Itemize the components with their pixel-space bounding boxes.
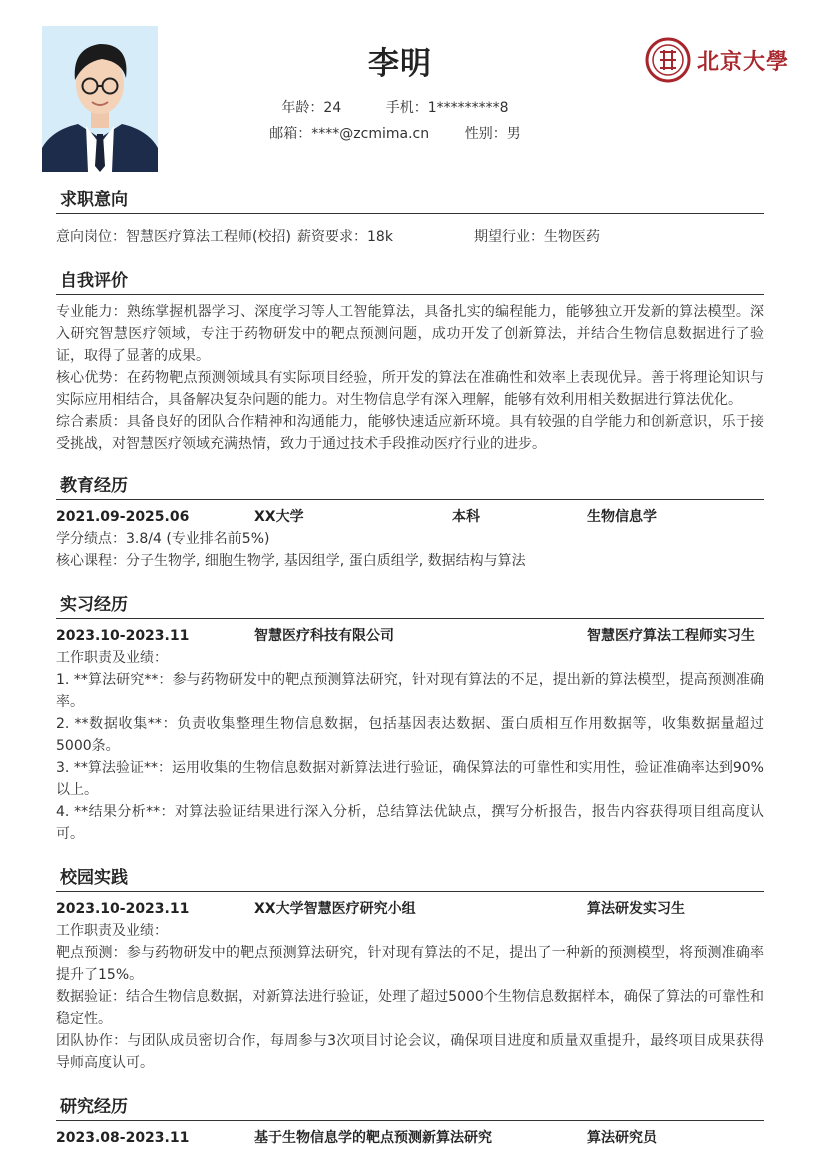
gender-value: 男 bbox=[506, 126, 521, 142]
campus-line: 数据验证：结合生物信息数据，对新算法进行验证，处理了超过5000个生物信息数据样本，确保了算法的可靠性和稳定性。 bbox=[56, 989, 764, 1027]
campus-period: 2023.10-2023.11 bbox=[56, 901, 190, 917]
intent-salary: 薪资要求：18k bbox=[297, 229, 393, 245]
research-role: 算法研究员 bbox=[587, 1130, 657, 1146]
university-logo bbox=[645, 37, 795, 85]
internship-period: 2023.10-2023.11 bbox=[56, 628, 190, 644]
email-value: ****@zcmima.cn bbox=[311, 126, 430, 142]
internship-line: 4. **结果分析**：对算法验证结果进行深入分析，总结算法优缺点，撰写分析报告，报告内容获得项目组高度认可。 bbox=[56, 804, 764, 842]
education-school: XX大学 bbox=[254, 509, 304, 525]
internship-role: 智慧医疗算法工程师实习生 bbox=[587, 628, 755, 644]
gender-label: 性别： bbox=[464, 126, 507, 142]
job-intent-section bbox=[56, 188, 764, 248]
education-major: 生物信息学 bbox=[587, 509, 657, 525]
research-period: 2023.08-2023.11 bbox=[56, 1130, 190, 1146]
education-title: 教育经历 bbox=[56, 474, 764, 500]
job-intent-title: 求职意向 bbox=[56, 188, 764, 214]
self-eval-section bbox=[56, 269, 764, 455]
intent-position: 意向岗位：智慧医疗算法工程师(校招) bbox=[56, 229, 291, 245]
internship-company: 智慧医疗科技有限公司 bbox=[254, 628, 394, 644]
intent-industry: 期望行业：生物医药 bbox=[474, 229, 600, 245]
internship-line: 3. **算法验证**：运用收集的生物信息数据对新算法进行验证，确保算法的可靠性和实用性，验证准确率达到90%以上。 bbox=[56, 760, 764, 798]
self-eval-paragraph: 核心优势：在药物靶点预测领域具有实际项目经验，所开发的算法在准确性和效率上表现优异。善于将理论知识与实际应用相结合，具备解决复杂问题的能力。对生物信息学有深入理解，能够有效利用相关数据进行算法优化。 bbox=[56, 370, 764, 408]
research-section bbox=[56, 1095, 764, 1149]
education-section bbox=[56, 474, 764, 572]
campus-section bbox=[56, 866, 764, 1074]
phone-value: 1*********8 bbox=[427, 100, 509, 116]
education-detail: 核心课程：分子生物学, 细胞生物学, 基因组学, 蛋白质组学, 数据结构与算法 bbox=[56, 553, 526, 569]
internship-section bbox=[56, 593, 764, 845]
self-eval-title: 自我评价 bbox=[56, 269, 764, 295]
internship-line: 工作职责及业绩： bbox=[56, 650, 168, 666]
research-project: 基于生物信息学的靶点预测新算法研究 bbox=[254, 1130, 492, 1146]
education-detail: 学分绩点：3.8/4 (专业排名前5%) bbox=[56, 531, 270, 547]
email-label: 邮箱： bbox=[269, 126, 312, 142]
education-period: 2021.09-2025.06 bbox=[56, 509, 190, 525]
info-line-2 bbox=[0, 123, 790, 143]
education-degree: 本科 bbox=[452, 509, 480, 525]
campus-title: 校园实践 bbox=[56, 866, 764, 892]
campus-line: 工作职责及业绩： bbox=[56, 923, 168, 939]
university-logo-text: 北京大學 bbox=[697, 49, 790, 75]
campus-role: 算法研发实习生 bbox=[587, 901, 685, 917]
age-label: 年龄： bbox=[281, 100, 324, 116]
campus-line: 靶点预测：参与药物研发中的靶点预测算法研究，针对现有算法的不足，提出了一种新的预测模型，将预测准确率提升了15%。 bbox=[56, 945, 764, 983]
phone-label: 手机： bbox=[385, 100, 428, 116]
internship-line: 2. **数据收集**：负责收集整理生物信息数据，包括基因表达数据、蛋白质相互作用数据等，收集数据量超过5000条。 bbox=[56, 716, 764, 754]
internship-line: 1. **算法研究**：参与药物研发中的靶点预测算法研究，针对现有算法的不足，提出新的算法模型，提高预测准确率。 bbox=[56, 672, 764, 710]
campus-line: 团队协作：与团队成员密切合作，每周参与3次项目讨论会议，确保项目进度和质量双重提升，最终项目成果获得导师高度认可。 bbox=[56, 1033, 764, 1071]
internship-title: 实习经历 bbox=[56, 593, 764, 619]
candidate-name: 李明 bbox=[368, 46, 432, 82]
age-value: 24 bbox=[323, 100, 342, 116]
self-eval-paragraph: 综合素质：具备良好的团队合作精神和沟通能力，能够快速适应新环境。具有较强的自学能力和创新意识，乐于接受挑战，对智慧医疗领域充满热情，致力于通过技术手段推动医疗行业的进步。 bbox=[56, 414, 764, 452]
campus-org: XX大学智慧医疗研究小组 bbox=[254, 901, 416, 917]
self-eval-paragraph: 专业能力：熟练掌握机器学习、深度学习等人工智能算法，具备扎实的编程能力，能够独立开发新的算法模型。深入研究智慧医疗领域，专注于药物研发中的靶点预测问题，成功开发了创新算法，并结合生物信息数据进行了验证，取得了显著的成果。 bbox=[56, 304, 764, 364]
info-line-1 bbox=[0, 97, 790, 117]
research-title: 研究经历 bbox=[56, 1095, 764, 1121]
